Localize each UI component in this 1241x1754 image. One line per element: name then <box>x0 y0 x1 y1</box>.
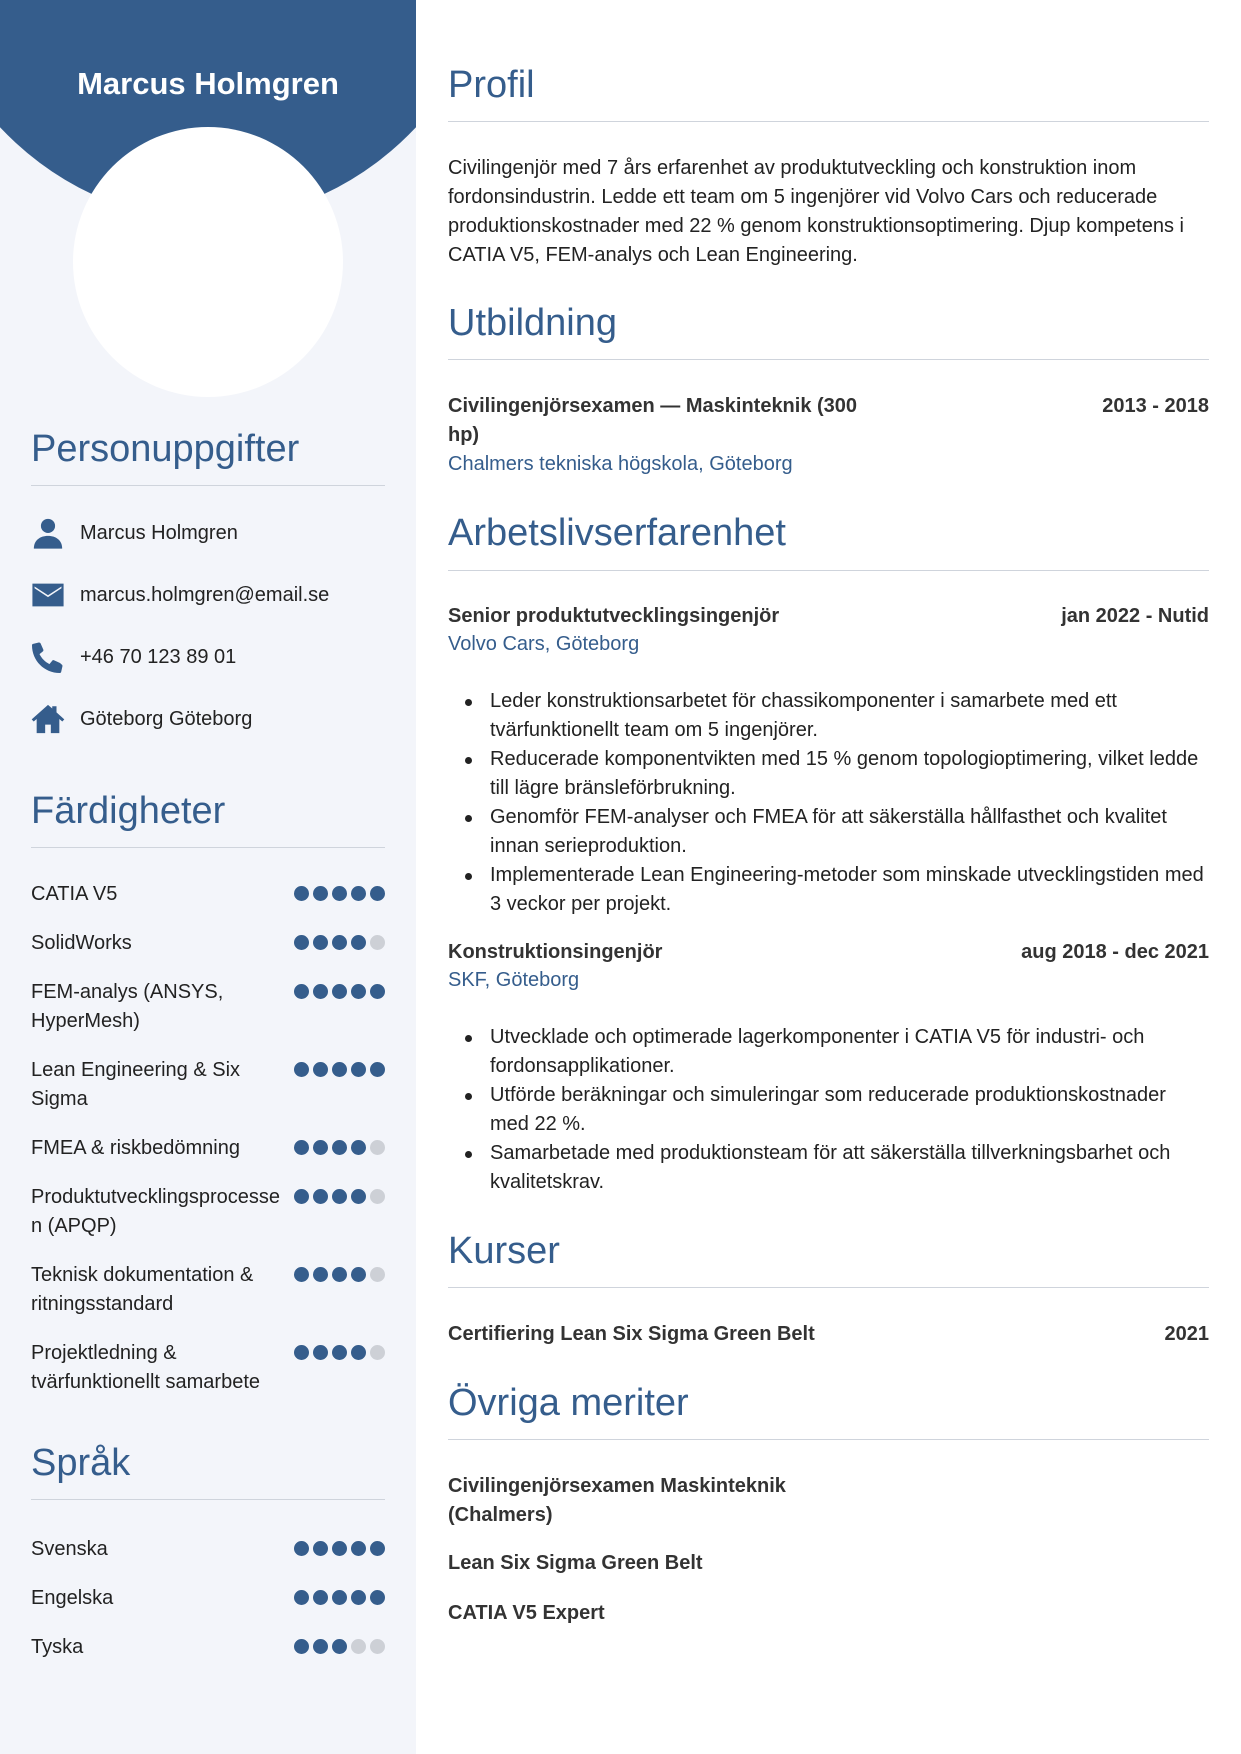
list-item: Reducerade komponentvikten med 15 % genom topologioptimering, vilket ledde till lägre bränsleförbrukning. <box>448 745 1209 803</box>
skills-list <box>31 880 385 1400</box>
rating-dot-filled <box>332 1590 347 1605</box>
merit-item: Civilingenjörsexamen Maskinteknik (Chalmers) <box>448 1475 786 1526</box>
phone-icon <box>31 640 65 674</box>
personal-heading: Personuppgifter <box>31 428 300 470</box>
language-row <box>31 1535 385 1564</box>
list-item: Utvecklade och optimerade lagerkomponenter i CATIA V5 för industri- och fordonsapplikationer. <box>448 1023 1209 1081</box>
home-icon <box>31 702 65 736</box>
person-icon <box>31 516 65 550</box>
rating-dot-filled <box>332 1541 347 1556</box>
profile-photo <box>73 127 343 397</box>
rating-dot-filled <box>351 1062 366 1077</box>
divider <box>31 847 385 848</box>
job-date: jan 2022 - Nutid <box>1061 605 1209 627</box>
skills-section <box>31 790 385 848</box>
skill-row <box>31 929 385 958</box>
language-rating <box>294 1541 385 1556</box>
skill-name: FMEA & riskbedömning <box>31 1137 240 1159</box>
email-icon <box>31 578 65 612</box>
language-row <box>31 1584 385 1613</box>
contact-email-text[interactable]: marcus.holmgren@email.se <box>80 583 330 606</box>
rating-dot-filled <box>294 1541 309 1556</box>
rating-dot-empty <box>370 1267 385 1282</box>
languages-list <box>31 1535 385 1675</box>
rating-dot-empty <box>351 1639 366 1654</box>
skill-rating <box>294 1140 385 1155</box>
rating-dot-filled <box>294 1267 309 1282</box>
contact-list <box>31 516 385 736</box>
rating-dot-filled <box>370 1541 385 1556</box>
language-rating <box>294 1639 385 1654</box>
list-item: Implementerade Lean Engineering-metoder som minskade utvecklingstiden med 3 veckor per projekt. <box>448 861 1209 919</box>
job-bullets <box>448 1023 1209 1197</box>
rating-dot-empty <box>370 1345 385 1360</box>
skill-name: Projektledning & tvärfunktionellt samarbete <box>31 1342 261 1393</box>
rating-dot-filled <box>313 935 328 950</box>
language-row <box>31 1633 385 1662</box>
contact-phone[interactable] <box>31 640 236 674</box>
rating-dot-filled <box>351 1541 366 1556</box>
rating-dot-filled <box>370 1590 385 1605</box>
rating-dot-filled <box>351 1189 366 1204</box>
skill-row <box>31 1183 385 1241</box>
experience-heading: Arbetslivserfarenhet <box>448 512 786 554</box>
job-employer: Volvo Cars, Göteborg <box>448 633 640 655</box>
contact-name-text: Marcus Holmgren <box>80 521 238 544</box>
rating-dot-filled <box>351 1590 366 1605</box>
skill-name: CATIA V5 <box>31 883 118 905</box>
rating-dot-empty <box>370 935 385 950</box>
rating-dot-filled <box>313 1345 328 1360</box>
skill-name: Produktutvecklingsprocessen (APQP) <box>31 1186 281 1237</box>
contact-phone-text[interactable]: +46 70 123 89 01 <box>80 645 237 668</box>
rating-dot-filled <box>332 984 347 999</box>
rating-dot-filled <box>294 1062 309 1077</box>
profile-heading: Profil <box>448 64 535 106</box>
divider <box>448 570 1209 571</box>
education-date: 2013 - 2018 <box>1102 395 1209 417</box>
rating-dot-filled <box>313 886 328 901</box>
list-item: Genomför FEM-analyser och FMEA för att säkerställa hållfasthet och kvalitet innan serieproduktion. <box>448 803 1209 861</box>
rating-dot-filled <box>351 886 366 901</box>
rating-dot-filled <box>351 1140 366 1155</box>
list-item: Leder konstruktionsarbetet för chassikomponenter i samarbete med ett tvärfunktionellt team om 5 ingenjörer. <box>448 687 1209 745</box>
rating-dot-filled <box>332 886 347 901</box>
rating-dot-filled <box>313 984 328 999</box>
rating-dot-empty <box>370 1639 385 1654</box>
contact-address-text: Göteborg Göteborg <box>80 707 253 730</box>
personal-section <box>31 428 385 486</box>
skill-row <box>31 880 385 909</box>
merit-item: CATIA V5 Expert <box>448 1602 605 1624</box>
languages-section <box>31 1442 385 1500</box>
rating-dot-filled <box>294 984 309 999</box>
rating-dot-filled <box>332 935 347 950</box>
skill-rating <box>294 886 385 901</box>
rating-dot-filled <box>332 1345 347 1360</box>
skills-heading: Färdigheter <box>31 790 226 832</box>
education-heading: Utbildning <box>448 302 617 344</box>
course-title: Certifiering Lean Six Sigma Green Belt <box>448 1323 815 1345</box>
skill-rating <box>294 935 385 950</box>
skill-rating <box>294 1345 385 1360</box>
list-item: Samarbetade med produktionsteam för att säkerställa tillverkningsbarhet och kvalitetskrav. <box>448 1139 1209 1197</box>
list-item: Utförde beräkningar och simuleringar som reducerade produktionskostnader med 22 %. <box>448 1081 1209 1139</box>
skill-row <box>31 1056 385 1114</box>
skill-name: FEM-analys (ANSYS, HyperMesh) <box>31 981 224 1032</box>
languages-heading: Språk <box>31 1442 131 1484</box>
skill-row <box>31 978 385 1036</box>
divider <box>31 485 385 486</box>
rating-dot-filled <box>351 935 366 950</box>
rating-dot-filled <box>351 1345 366 1360</box>
profile-text: Civilingenjör med 7 års erfarenhet av produktutveckling och konstruktion inom fordonsindustrin. Ledde ett team om 5 ingenjörer vid Volvo Cars och reducerade produktionskostnader med 22 % genom konstruktionsoptimering. Djup kompetens i CATIA V5, FEM-analys och Lean Engineering. <box>448 157 1184 266</box>
rating-dot-filled <box>294 935 309 950</box>
skill-name: Teknisk dokumentation & ritningsstandard <box>31 1264 254 1315</box>
course-date: 2021 <box>1164 1323 1209 1345</box>
skill-rating <box>294 1062 385 1077</box>
contact-name <box>31 516 238 550</box>
merits-heading: Övriga meriter <box>448 1382 689 1424</box>
rating-dot-filled <box>294 1590 309 1605</box>
rating-dot-empty <box>370 1189 385 1204</box>
skill-rating <box>294 1189 385 1204</box>
divider <box>448 1439 1209 1440</box>
rating-dot-filled <box>332 1189 347 1204</box>
divider <box>31 1499 385 1500</box>
divider <box>448 121 1209 122</box>
skill-name: Lean Engineering & Six Sigma <box>31 1059 241 1110</box>
rating-dot-filled <box>294 886 309 901</box>
rating-dot-filled <box>294 1345 309 1360</box>
contact-email[interactable] <box>31 578 329 612</box>
contact-address <box>31 702 252 736</box>
sidebar <box>0 0 416 1754</box>
rating-dot-filled <box>370 984 385 999</box>
job-title: Konstruktionsingenjör <box>448 941 663 963</box>
education-title: Civilingenjörsexamen — Maskinteknik (300 hp) <box>448 395 858 446</box>
rating-dot-filled <box>313 1590 328 1605</box>
divider <box>448 1287 1209 1288</box>
courses-heading: Kurser <box>448 1230 560 1272</box>
rating-dot-filled <box>294 1189 309 1204</box>
rating-dot-filled <box>294 1140 309 1155</box>
divider <box>448 359 1209 360</box>
job-employer: SKF, Göteborg <box>448 969 580 991</box>
rating-dot-filled <box>313 1541 328 1556</box>
language-name: Tyska <box>31 1636 84 1658</box>
rating-dot-filled <box>332 1140 347 1155</box>
rating-dot-empty <box>370 1140 385 1155</box>
education-school: Chalmers tekniska högskola, Göteborg <box>448 453 793 475</box>
skill-row <box>31 1339 385 1397</box>
rating-dot-filled <box>370 886 385 901</box>
job-title: Senior produktutvecklingsingenjör <box>448 605 780 627</box>
rating-dot-filled <box>351 1267 366 1282</box>
skill-row <box>31 1134 385 1163</box>
rating-dot-filled <box>294 1639 309 1654</box>
language-name: Engelska <box>31 1587 114 1609</box>
job-date: aug 2018 - dec 2021 <box>1021 941 1209 963</box>
skill-name: SolidWorks <box>31 932 132 954</box>
language-rating <box>294 1590 385 1605</box>
rating-dot-filled <box>313 1140 328 1155</box>
job-bullets <box>448 687 1209 919</box>
rating-dot-filled <box>332 1639 347 1654</box>
rating-dot-filled <box>313 1639 328 1654</box>
skill-row <box>31 1261 385 1319</box>
merit-item: Lean Six Sigma Green Belt <box>448 1552 703 1574</box>
skill-rating <box>294 1267 385 1282</box>
rating-dot-filled <box>313 1267 328 1282</box>
rating-dot-filled <box>351 984 366 999</box>
candidate-name: Marcus Holmgren <box>77 66 339 101</box>
rating-dot-filled <box>370 1062 385 1077</box>
rating-dot-filled <box>332 1267 347 1282</box>
rating-dot-filled <box>313 1189 328 1204</box>
skill-rating <box>294 984 385 999</box>
language-name: Svenska <box>31 1538 108 1560</box>
rating-dot-filled <box>332 1062 347 1077</box>
rating-dot-filled <box>313 1062 328 1077</box>
